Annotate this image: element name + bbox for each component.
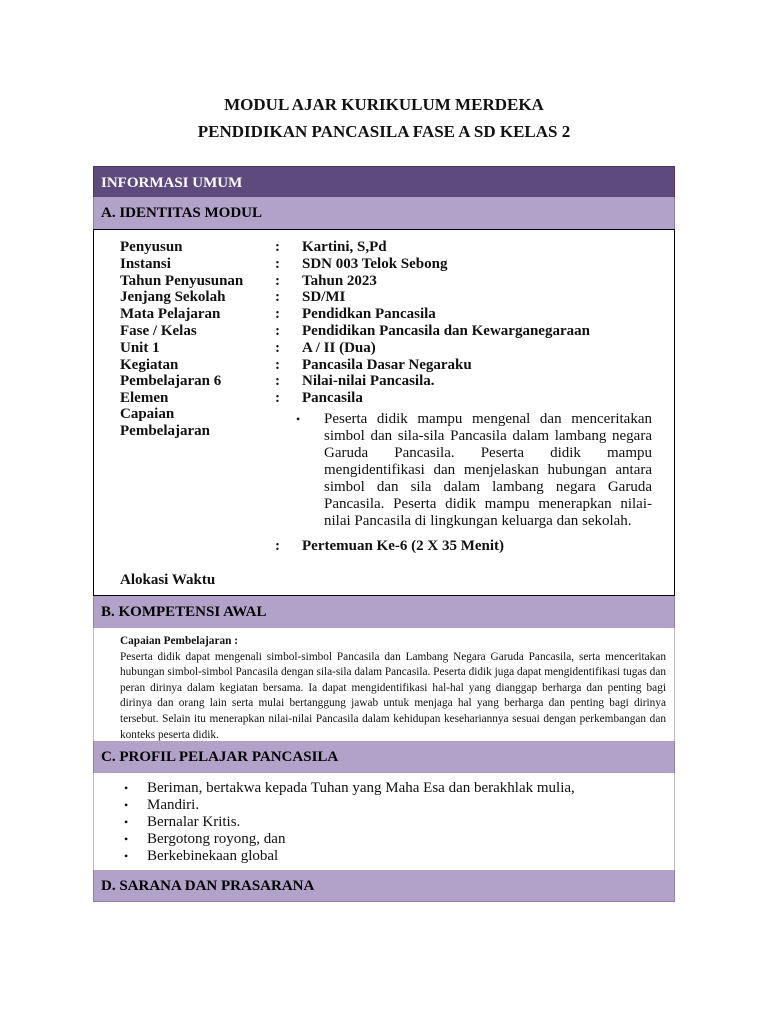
row-label: Jenjang Sekolah — [120, 289, 226, 306]
row-separator: : — [275, 289, 280, 306]
capaian-subtitle: Capaian Pembelajaran : — [120, 635, 238, 647]
row-separator: : — [275, 339, 280, 356]
row-separator: : — [275, 373, 280, 390]
bullet-icon: • — [124, 815, 129, 829]
profil-item — [124, 797, 575, 814]
row-label: Elemen — [120, 390, 169, 407]
profil-pelajar-header: C. PROFIL PELAJAR PANCASILA — [93, 741, 675, 773]
profil-item-text: Bergotong royong, dan — [147, 831, 286, 847]
row-separator: : — [275, 239, 280, 255]
row-value: Pancasila Dasar Negaraku — [302, 356, 472, 373]
kompetensi-awal-header: B. KOMPETENSI AWAL — [93, 596, 675, 628]
row-label: Tahun Penyusunan — [120, 272, 244, 289]
row-label: Instansi — [120, 255, 171, 272]
row-separator: : — [275, 272, 280, 289]
capaian-label-line1: Capaian — [120, 406, 175, 422]
row-value: SD/MI — [302, 289, 346, 306]
profil-item — [124, 848, 575, 865]
profil-item-text: Mandiri. — [147, 797, 200, 813]
alokasi-label: Alokasi Waktu — [120, 572, 216, 588]
capaian-item — [282, 411, 652, 530]
bullet-icon: • — [124, 832, 129, 846]
row-value: Pendidkan Pancasila — [302, 306, 436, 323]
identitas-modul-table — [93, 229, 675, 596]
profil-pelajar-body — [93, 773, 675, 870]
document-subtitle: PENDIDIKAN PANCASILA FASE A SD KELAS 2 — [197, 122, 571, 141]
capaian-label-line2: Pembelajaran — [120, 423, 210, 439]
row-separator: : — [275, 390, 280, 407]
row-separator: : — [275, 356, 280, 373]
bullet-icon: • — [124, 781, 129, 795]
profil-item — [124, 814, 575, 831]
profil-item-text: Berkebinekaan global — [147, 848, 279, 864]
row-label: Pembelajaran 6 — [120, 373, 222, 390]
row-value: Nilai-nilai Pancasila. — [302, 373, 435, 390]
row-label: Unit 1 — [120, 339, 160, 356]
kompetensi-paragraph: Peserta didik dapat mengenali simbol-simbol Pancasila dan Lambang Negara Garuda Pancasila, serta menceritakan hubungan simbol-simbol Pancasila dengan sila-sila dalam Pancasila. Peserta didik juga dapat mengidentifikasi tugas dan peran dirinya dalam kegiatan bersama. Ia dapat mengidentifikasi hal-hal yang dianggap berharga dan penting bagi dirinya dan orang lain serta mulai bertanggung jawab untuk menjaga hal yang berharga dan penting bagi dirinya tersebut. Selain itu menerapkan nilai-nilai Pancasila dalam kehidupan kesehariannya sesuai dengan perkembangan dan konteks peserta didik. — [120, 650, 666, 741]
profil-list — [124, 780, 575, 865]
profil-item-text: Bernalar Kritis. — [147, 814, 241, 830]
row-separator: : — [275, 323, 280, 339]
row-value: Kartini, S,Pd — [302, 239, 387, 255]
row-value: Tahun 2023 — [302, 272, 377, 289]
kompetensi-awal-body — [93, 628, 675, 741]
row-value: A / II (Dua) — [302, 339, 376, 356]
profil-item-text: Beriman, bertakwa kepada Tuhan yang Maha Esa dan berakhlak mulia, — [147, 780, 575, 796]
row-label: Kegiatan — [120, 356, 179, 373]
capaian-text: Peserta didik mampu mengenal dan menceritakan simbol dan sila-sila Pancasila dalam lambang negara Garuda Pancasila. Peserta didik mampu mengidentifikasi dan menjelaskan hubungan antara simbol dan sila dalam lambang negara Garuda Pancasila. Peserta didik mampu menerapkan nilai-nilai Pancasila di lingkungan keluarga dan sekolah. — [324, 411, 652, 529]
row-separator: : — [275, 306, 280, 323]
row-value: SDN 003 Telok Sebong — [302, 255, 448, 272]
identitas-modul-header: A. IDENTITAS MODUL — [93, 197, 675, 229]
profil-item — [124, 780, 575, 797]
alokasi-value: Pertemuan Ke-6 (2 X 35 Menit) — [302, 538, 505, 554]
document-title: MODUL AJAR KURIKULUM MERDEKA — [224, 95, 544, 114]
row-value: Pendidikan Pancasila dan Kewarganegaraan — [302, 323, 590, 339]
alokasi-sep: : — [275, 538, 280, 554]
row-label: Fase / Kelas — [120, 323, 197, 339]
sarana-prasarana-header: D. SARANA DAN PRASARANA — [93, 870, 675, 902]
informasi-umum-header: INFORMASI UMUM — [93, 166, 675, 198]
row-label: Mata Pelajaran — [120, 306, 221, 323]
bullet-icon: • — [124, 849, 129, 863]
profil-item — [124, 831, 575, 848]
row-value: Pancasila — [302, 390, 363, 407]
row-separator: : — [275, 255, 280, 272]
bullet-icon: • — [296, 412, 301, 426]
capaian-list — [282, 411, 652, 530]
row-label: Penyusun — [120, 239, 183, 255]
bullet-icon: • — [124, 798, 129, 812]
